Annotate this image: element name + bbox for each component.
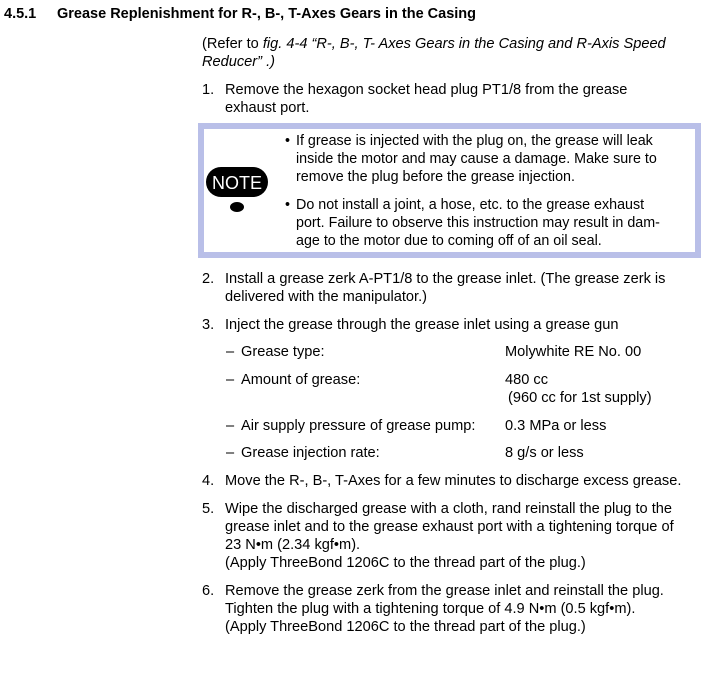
note-icon [204, 163, 270, 215]
step-5-line-1: Wipe the discharged grease with a cloth, rand reinstall the plug to the [225, 501, 672, 517]
step-6-line-1: Remove the grease zerk from the grease inlet and reinstall the plug. [225, 583, 664, 599]
step-5-number: 5. [202, 501, 215, 517]
note-1-line-1: If grease is injected with the plug on, the grease will leak [296, 133, 653, 149]
step-4-number: 4. [202, 473, 215, 489]
refer-line-2: Reducer” .) [202, 54, 275, 70]
note-1-line-3: remove the plug before the grease injection. [296, 169, 575, 185]
section-title: Grease Replenishment for R-, B-, T-Axes Gears in the Casing [57, 6, 476, 22]
note-bullet-2: • [285, 197, 291, 213]
spec-label-air-pressure: Air supply pressure of grease pump: [241, 418, 476, 434]
step-2-line-1: Install a grease zerk A-PT1/8 to the grease inlet. (The grease zerk is [225, 271, 666, 287]
note-icon-label: NOTE [211, 173, 263, 193]
note-2-line-1: Do not install a joint, a hose, etc. to the grease exhaust [296, 197, 645, 213]
step-3-line-1: Inject the grease through the grease inlet using a grease gun [225, 317, 619, 333]
step-1-number: 1. [202, 82, 215, 98]
step-1-line-2: exhaust port. [225, 100, 310, 116]
spec-label-amount: Amount of grease: [241, 372, 361, 388]
spec-dash: – [226, 418, 235, 434]
spec-value-amount-note: (960 cc for 1st supply) [508, 390, 652, 406]
section-number: 4.5.1 [4, 6, 37, 22]
step-3-number: 3. [202, 317, 215, 333]
step-6-number: 6. [202, 583, 215, 599]
note-1-line-2: inside the motor and may cause a damage. Make sure to [296, 151, 657, 167]
note-2-line-3: age to the motor due to coming off of an oil seal. [296, 233, 602, 249]
spec-label-injection-rate: Grease injection rate: [241, 445, 380, 461]
note-bullet-1: • [285, 133, 291, 149]
refer-line-1: (Refer to fig. 4-4 “R-, B-, T- Axes Gears in the Casing and R-Axis Speed [202, 36, 666, 52]
spec-dash: – [226, 344, 235, 360]
step-5-line-4: (Apply ThreeBond 1206C to the thread part of the plug.) [225, 555, 586, 571]
step-1-line-1: Remove the hexagon socket head plug PT1/8 from the grease [225, 82, 628, 98]
spec-dash: – [226, 445, 235, 461]
spec-value-air-pressure: 0.3 MPa or less [505, 418, 607, 434]
spec-label-grease-type: Grease type: [241, 344, 325, 360]
spec-dash: – [226, 372, 235, 388]
step-5-line-3: 23 N•m (2.34 kgf•m). [225, 537, 361, 553]
step-2-number: 2. [202, 271, 215, 287]
spec-value-grease-type: Molywhite RE No. 00 [505, 344, 642, 360]
step-4-line-1: Move the R-, B-, T-Axes for a few minutes to discharge excess grease. [225, 473, 682, 489]
step-5-line-2: grease inlet and to the grease exhaust port with a tightening torque of [225, 519, 674, 535]
step-6-line-2: Tighten the plug with a tightening torque of 4.9 N•m (0.5 kgf•m). [225, 601, 636, 617]
spec-value-amount: 480 cc [505, 372, 548, 388]
spec-value-injection-rate: 8 g/s or less [505, 445, 584, 461]
step-6-line-3: (Apply ThreeBond 1206C to the thread part of the plug.) [225, 619, 586, 635]
step-2-line-2: delivered with the manipulator.) [225, 289, 427, 305]
note-2-line-2: port. Failure to observe this instruction may result in dam- [296, 215, 660, 231]
refer-text: fig. 4-4 “R-, B-, T- Axes Gears in the Casing and R-Axis Speed [262, 36, 666, 52]
